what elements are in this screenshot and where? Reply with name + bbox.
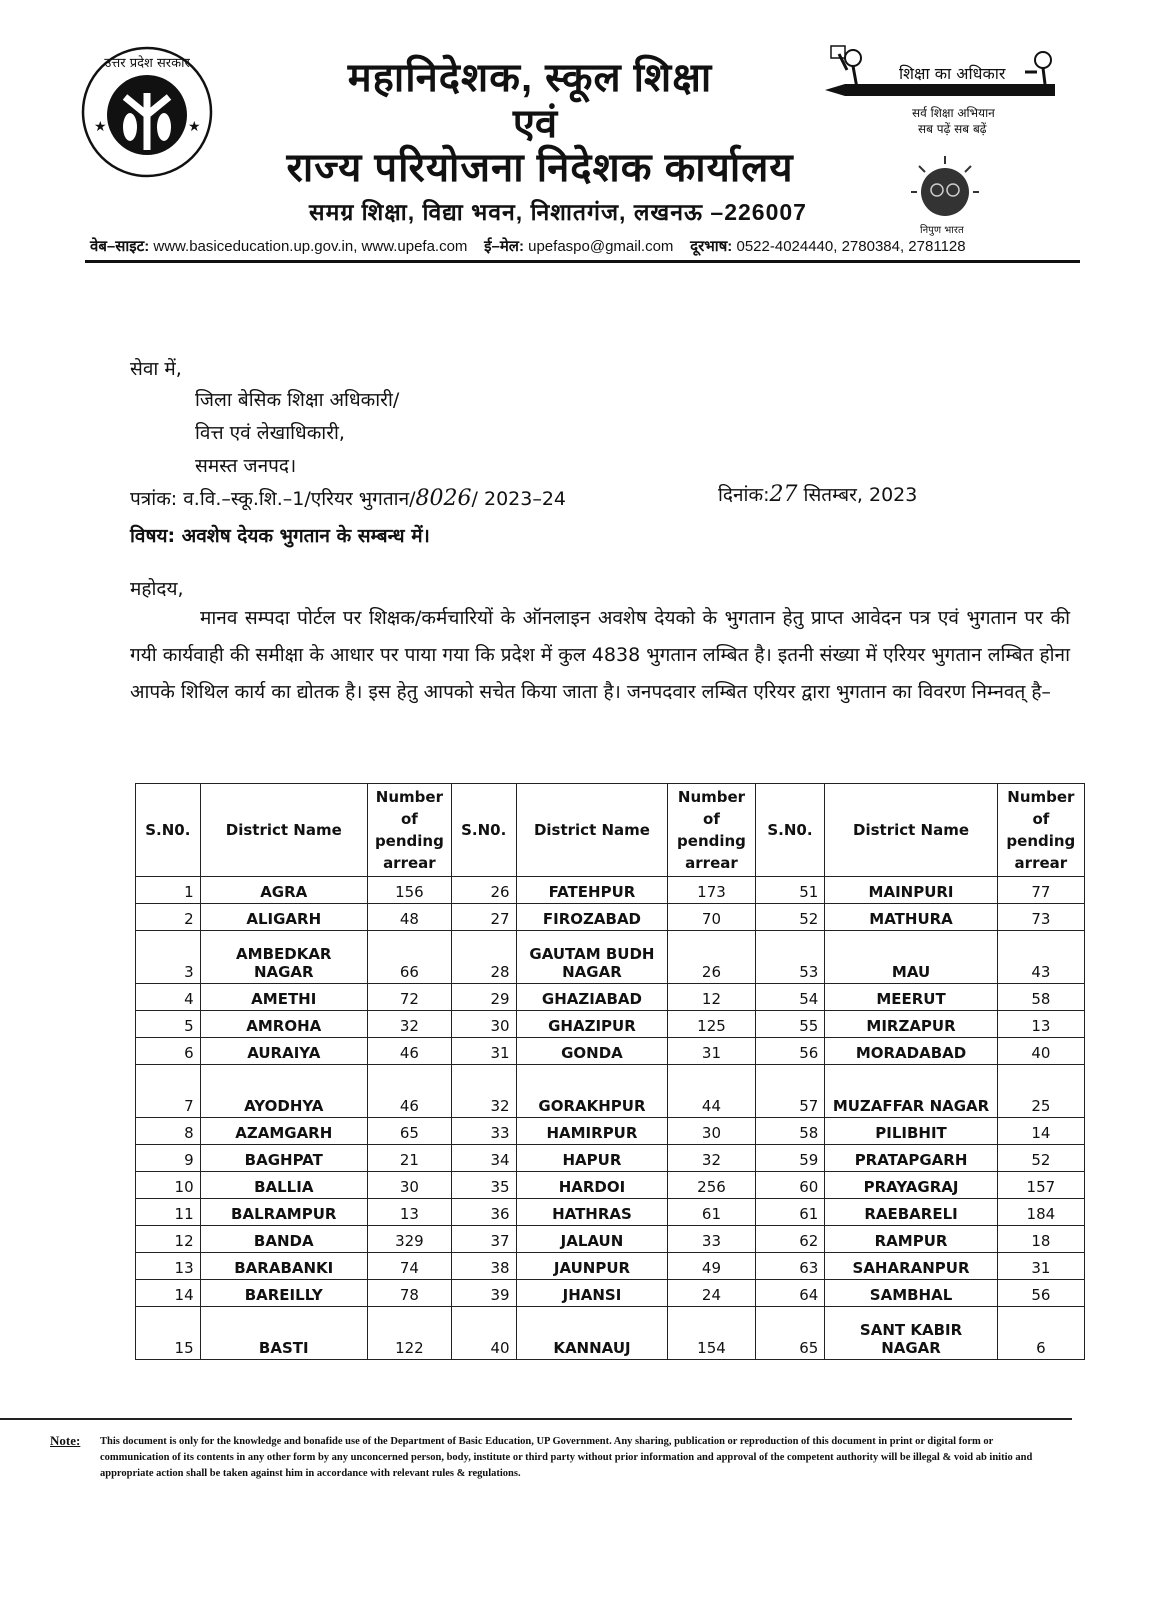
serial-number-cell: 36 <box>451 1199 516 1226</box>
pending-arrear-count-cell: 31 <box>997 1253 1084 1280</box>
rte-tagline: शिक्षा का अधिकार <box>895 62 1009 84</box>
serial-number-cell: 3 <box>136 931 201 984</box>
district-name-cell: GAUTAM BUDH NAGAR <box>516 931 668 984</box>
addressee-line2: वित्त एवं लेखाधिकारी, <box>195 422 345 444</box>
pending-arrear-count-cell: 73 <box>997 904 1084 931</box>
pending-arrear-count-cell: 56 <box>997 1280 1084 1307</box>
contact-line <box>90 236 1030 256</box>
pending-arrear-count-cell: 32 <box>367 1011 451 1038</box>
serial-number-cell: 15 <box>136 1307 201 1360</box>
serial-number-cell: 9 <box>136 1145 201 1172</box>
letter-body: मानव सम्पदा पोर्टल पर शिक्षक/कर्मचारियों के ऑनलाइन अवशेष देयको के भुगतान हेतु प्राप्त आवेदन पत्र एवं भुगतान पर की गयी कार्यवाही की समीक्षा के आधार पर पाया गया कि प्रदेश में कुल 4838 भुगतान लम्बित है। इतनी संख्या में एरियर भुगतान लम्बित होना आपके शिथिल कार्य का द्योतक है। इस हेतु आपको सचेत किया जाता है। जनपदवार लम्बित एरियर द्वारा भुगतान का विवरण निम्नवत् है– <box>130 607 1070 703</box>
district-name-cell: SAMBHAL <box>825 1280 997 1307</box>
office-title-line2: एवं <box>512 102 558 146</box>
district-name-cell: MAU <box>825 931 997 984</box>
emblem-text: उत्तर प्रदेश सरकार <box>104 56 190 71</box>
district-name-cell: JALAUN <box>516 1226 668 1253</box>
footer-divider <box>0 1418 1072 1420</box>
header-pending-arrear: Number of pending arrear <box>367 784 451 877</box>
district-name-cell: GONDA <box>516 1038 668 1065</box>
district-name-cell: BAREILLY <box>200 1280 367 1307</box>
serial-number-cell: 39 <box>451 1280 516 1307</box>
pending-arrear-count-cell: 6 <box>997 1307 1084 1360</box>
serial-number-cell: 5 <box>136 1011 201 1038</box>
table-row <box>136 904 1085 931</box>
serial-number-cell: 28 <box>451 931 516 984</box>
district-name-cell: AMBEDKAR NAGAR <box>200 931 367 984</box>
district-name-cell: JHANSI <box>516 1280 668 1307</box>
table-row <box>136 1226 1085 1253</box>
pending-arrear-count-cell: 61 <box>668 1199 755 1226</box>
up-government-emblem <box>80 45 215 180</box>
serial-number-cell: 12 <box>136 1226 201 1253</box>
district-name-cell: PRAYAGRAJ <box>825 1172 997 1199</box>
serial-number-cell: 62 <box>755 1226 825 1253</box>
pending-arrear-count-cell: 122 <box>367 1307 451 1360</box>
district-name-cell: JAUNPUR <box>516 1253 668 1280</box>
reference-handwritten-number: 8026 <box>415 486 472 511</box>
serial-number-cell: 30 <box>451 1011 516 1038</box>
pending-arrear-count-cell: 184 <box>997 1199 1084 1226</box>
nipun-bharat-logo <box>905 152 985 222</box>
letter-date <box>718 481 917 507</box>
header-sno: S.N0. <box>755 784 825 877</box>
pending-arrear-count-cell: 40 <box>997 1038 1084 1065</box>
district-name-cell: BASTI <box>200 1307 367 1360</box>
district-name-cell: BANDA <box>200 1226 367 1253</box>
district-name-cell: GHAZIPUR <box>516 1011 668 1038</box>
ssa-tagline-line2: सब पढ़ें सब बढ़ें <box>918 122 987 136</box>
pending-arrear-count-cell: 125 <box>668 1011 755 1038</box>
serial-number-cell: 32 <box>451 1065 516 1118</box>
district-name-cell: BAGHPAT <box>200 1145 367 1172</box>
date-label: दिनांक: <box>718 484 770 506</box>
district-name-cell: ALIGARH <box>200 904 367 931</box>
header-pending-arrear: Number of pending arrear <box>668 784 755 877</box>
pending-arrear-count-cell: 18 <box>997 1226 1084 1253</box>
pending-arrear-count-cell: 256 <box>668 1172 755 1199</box>
district-name-cell: PILIBHIT <box>825 1118 997 1145</box>
pending-arrear-count-cell: 31 <box>668 1038 755 1065</box>
district-name-cell: GHAZIABAD <box>516 984 668 1011</box>
serial-number-cell: 1 <box>136 877 201 904</box>
serial-number-cell: 60 <box>755 1172 825 1199</box>
serial-number-cell: 54 <box>755 984 825 1011</box>
reference-suffix: / 2023–24 <box>471 488 567 510</box>
pending-arrear-count-cell: 72 <box>367 984 451 1011</box>
note-text: This document is only for the knowledge and bonafide use of the Department of Basic Education, UP Government. Any sharing, publication or reproduction of this document in print or digital form or communication of its contents in any other form by any unconcerned person, body, institute or third party without prior information and approval of the competent authority will be illegal & void ab initio and appropriate action shall be taken against him in accordance with relevant rules & regulations. <box>100 1436 1033 1479</box>
reference-number <box>130 485 566 511</box>
table-row <box>136 877 1085 904</box>
district-name-cell: KANNAUJ <box>516 1307 668 1360</box>
serial-number-cell: 7 <box>136 1065 201 1118</box>
serial-number-cell: 4 <box>136 984 201 1011</box>
office-title-line1: महानिदेशक, स्कूल शिक्षा <box>347 56 713 100</box>
district-name-cell: HAPUR <box>516 1145 668 1172</box>
pending-arrear-count-cell: 32 <box>668 1145 755 1172</box>
table-row <box>136 1199 1085 1226</box>
serial-number-cell: 6 <box>136 1038 201 1065</box>
table-row <box>136 1145 1085 1172</box>
district-name-cell: BALRAMPUR <box>200 1199 367 1226</box>
pending-arrear-count-cell: 66 <box>367 931 451 984</box>
note-label: Note: <box>50 1433 81 1448</box>
star-icon: ★ <box>188 118 201 134</box>
district-name-cell: RAMPUR <box>825 1226 997 1253</box>
pending-arrear-count-cell: 24 <box>668 1280 755 1307</box>
office-title-line3: राज्य परियोजना निदेशक कार्यालय <box>286 146 794 190</box>
serial-number-cell: 65 <box>755 1307 825 1360</box>
header-divider <box>85 260 1080 263</box>
serial-number-cell: 29 <box>451 984 516 1011</box>
serial-number-cell: 40 <box>451 1307 516 1360</box>
serial-number-cell: 14 <box>136 1280 201 1307</box>
serial-number-cell: 53 <box>755 931 825 984</box>
date-month-year: सितम्बर, 2023 <box>803 484 918 506</box>
serial-number-cell: 35 <box>451 1172 516 1199</box>
table-row <box>136 1172 1085 1199</box>
serial-number-cell: 31 <box>451 1038 516 1065</box>
pending-arrear-count-cell: 49 <box>668 1253 755 1280</box>
serial-number-cell: 56 <box>755 1038 825 1065</box>
serial-number-cell: 26 <box>451 877 516 904</box>
table-row <box>136 1065 1085 1118</box>
pending-arrear-count-cell: 58 <box>997 984 1084 1011</box>
letter-subject: विषय: अवशेष देयक भुगतान के सम्बन्ध में। <box>130 525 430 547</box>
district-name-cell: HAMIRPUR <box>516 1118 668 1145</box>
serial-number-cell: 63 <box>755 1253 825 1280</box>
district-name-cell: SAHARANPUR <box>825 1253 997 1280</box>
pending-arrear-count-cell: 65 <box>367 1118 451 1145</box>
star-icon: ★ <box>94 118 107 134</box>
header-district-name: District Name <box>516 784 668 877</box>
pending-arrear-count-cell: 329 <box>367 1226 451 1253</box>
district-name-cell: PRATAPGARH <box>825 1145 997 1172</box>
table-row <box>136 931 1085 984</box>
district-name-cell: AGRA <box>200 877 367 904</box>
pending-arrear-count-cell: 25 <box>997 1065 1084 1118</box>
district-name-cell: SANT KABIR NAGAR <box>825 1307 997 1360</box>
district-name-cell: AMETHI <box>200 984 367 1011</box>
pending-arrear-count-cell: 77 <box>997 877 1084 904</box>
pending-arrears-table <box>135 783 1085 1360</box>
table-row <box>136 1011 1085 1038</box>
district-name-cell: HATHRAS <box>516 1199 668 1226</box>
district-name-cell: RAEBARELI <box>825 1199 997 1226</box>
district-name-cell: MUZAFFAR NAGAR <box>825 1065 997 1118</box>
serial-number-cell: 33 <box>451 1118 516 1145</box>
pending-arrear-count-cell: 46 <box>367 1038 451 1065</box>
pending-arrear-count-cell: 13 <box>997 1011 1084 1038</box>
reference-prefix: पत्रांक: व.वि.–स्कू.शि.–1/एरियर भुगतान/ <box>130 488 416 510</box>
serial-number-cell: 52 <box>755 904 825 931</box>
date-day-handwritten: 27 <box>769 482 798 507</box>
header-pending-arrear: Number of pending arrear <box>997 784 1084 877</box>
serial-number-cell: 58 <box>755 1118 825 1145</box>
serial-number-cell: 57 <box>755 1065 825 1118</box>
addressee-line3: समस्त जनपद। <box>195 455 297 477</box>
pending-arrear-count-cell: 157 <box>997 1172 1084 1199</box>
pending-arrear-count-cell: 33 <box>668 1226 755 1253</box>
district-name-cell: FIROZABAD <box>516 904 668 931</box>
serial-number-cell: 34 <box>451 1145 516 1172</box>
pending-arrear-count-cell: 14 <box>997 1118 1084 1145</box>
pending-arrear-count-cell: 30 <box>668 1118 755 1145</box>
salutation: महोदय, <box>130 578 184 600</box>
website-label: वेब–साइट: <box>90 238 150 255</box>
district-name-cell: MEERUT <box>825 984 997 1011</box>
district-name-cell: AYODHYA <box>200 1065 367 1118</box>
table-row <box>136 984 1085 1011</box>
district-name-cell: MATHURA <box>825 904 997 931</box>
table-row <box>136 1118 1085 1145</box>
table-row <box>136 1038 1085 1065</box>
table-row <box>136 1280 1085 1307</box>
pending-arrear-count-cell: 43 <box>997 931 1084 984</box>
district-name-cell: AURAIYA <box>200 1038 367 1065</box>
serial-number-cell: 10 <box>136 1172 201 1199</box>
phone-value: 0522-4024440, 2780384, 2781128 <box>736 238 966 255</box>
pending-arrear-count-cell: 44 <box>668 1065 755 1118</box>
header-sno: S.N0. <box>451 784 516 877</box>
pending-arrear-count-cell: 48 <box>367 904 451 931</box>
table-row <box>136 1307 1085 1360</box>
serial-number-cell: 8 <box>136 1118 201 1145</box>
district-name-cell: AZAMGARH <box>200 1118 367 1145</box>
email-label: ई–मेल: <box>484 238 524 255</box>
serial-number-cell: 27 <box>451 904 516 931</box>
serial-number-cell: 2 <box>136 904 201 931</box>
to-label: सेवा में, <box>130 358 182 380</box>
email-value[interactable]: upefaspo@gmail.com <box>528 238 674 255</box>
ssa-tagline-line1: सर्व शिक्षा अभियान <box>912 106 995 120</box>
serial-number-cell: 51 <box>755 877 825 904</box>
pending-arrear-count-cell: 30 <box>367 1172 451 1199</box>
serial-number-cell: 38 <box>451 1253 516 1280</box>
pending-arrear-count-cell: 12 <box>668 984 755 1011</box>
district-name-cell: FATEHPUR <box>516 877 668 904</box>
header-sno: S.N0. <box>136 784 201 877</box>
pending-arrear-count-cell: 70 <box>668 904 755 931</box>
district-name-cell: BARABANKI <box>200 1253 367 1280</box>
pending-arrear-count-cell: 154 <box>668 1307 755 1360</box>
office-address: समग्र शिक्षा, विद्या भवन, निशातगंज, लखनऊ –226007 <box>309 199 807 225</box>
serial-number-cell: 55 <box>755 1011 825 1038</box>
serial-number-cell: 61 <box>755 1199 825 1226</box>
header-district-name: District Name <box>825 784 997 877</box>
serial-number-cell: 13 <box>136 1253 201 1280</box>
pending-arrear-count-cell: 156 <box>367 877 451 904</box>
addressee-line1: जिला बेसिक शिक्षा अधिकारी/ <box>195 389 400 411</box>
website-value[interactable]: www.basiceducation.up.gov.in, www.upefa.com <box>153 238 468 255</box>
serial-number-cell: 59 <box>755 1145 825 1172</box>
district-name-cell: HARDOI <box>516 1172 668 1199</box>
table-header-row <box>136 784 1085 877</box>
table-row <box>136 1253 1085 1280</box>
district-name-cell: MORADABAD <box>825 1038 997 1065</box>
pending-arrear-count-cell: 46 <box>367 1065 451 1118</box>
district-name-cell: BALLIA <box>200 1172 367 1199</box>
pending-arrear-count-cell: 78 <box>367 1280 451 1307</box>
district-name-cell: MIRZAPUR <box>825 1011 997 1038</box>
serial-number-cell: 37 <box>451 1226 516 1253</box>
header-district-name: District Name <box>200 784 367 877</box>
pending-arrear-count-cell: 26 <box>668 931 755 984</box>
district-name-cell: GORAKHPUR <box>516 1065 668 1118</box>
pending-arrear-count-cell: 173 <box>668 877 755 904</box>
pending-arrear-count-cell: 74 <box>367 1253 451 1280</box>
district-name-cell: MAINPURI <box>825 877 997 904</box>
serial-number-cell: 64 <box>755 1280 825 1307</box>
phone-label: दूरभाष: <box>690 238 733 255</box>
pending-arrear-count-cell: 21 <box>367 1145 451 1172</box>
district-name-cell: AMROHA <box>200 1011 367 1038</box>
serial-number-cell: 11 <box>136 1199 201 1226</box>
nipun-bharat-text: निपुण भारत <box>920 225 964 236</box>
pending-arrear-count-cell: 13 <box>367 1199 451 1226</box>
pending-arrear-count-cell: 52 <box>997 1145 1084 1172</box>
